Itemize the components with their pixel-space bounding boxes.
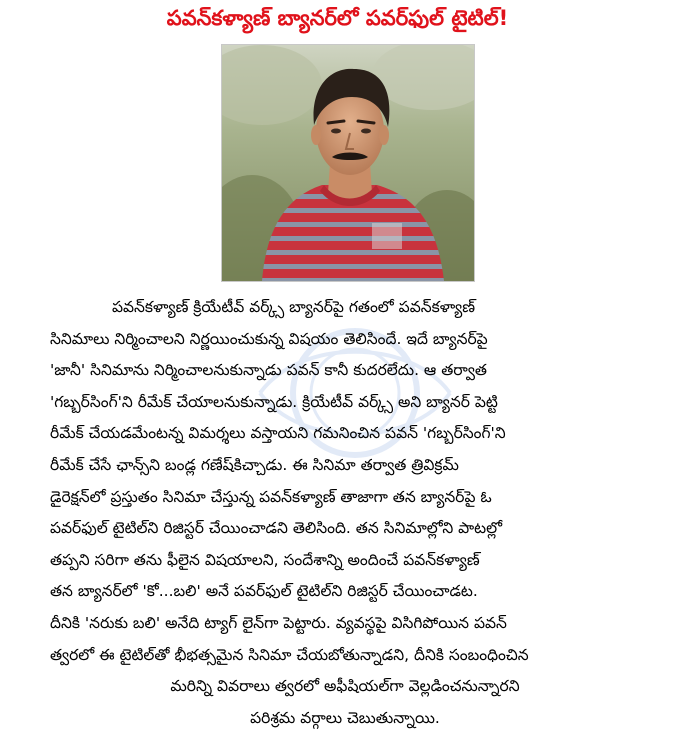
article-line: రీమేక్‌ చేసే ఛాన్స్‌ని బండ్ల గణేష్‌కిచ్చాడు. ఈ సినిమా తర్వాత త్రివిక్రమ్‌	[50, 455, 459, 474]
article-line: తప్పని సరిగా తను ఫీలైన విషయాలని, సందేశాన్ని అందించే పవన్‌కళ్యాణ్‌	[50, 550, 480, 569]
article-line: త్వరలో ఈ టైటిల్‌తో భీభత్సమైన సినిమా చేయబోతున్నాడని, దీనికి సంబంధించిన	[50, 645, 529, 664]
article-headline: పవన్‌కళ్యాణ్‌ బ్యానర్‌లో పవర్‌ఫుల్‌ టైటిల్‌!	[166, 6, 509, 30]
article-line: మరిన్ని వివరాలు త్వరలో అఫీషియల్‌గా వెల్లడించనున్నారని	[170, 677, 520, 696]
article-line: రీమేక్‌ చేయడమేంటన్న విమర్శలు వస్తాయని గమనించిన పవన్‌ 'గబ్బర్‌సింగ్‌'ని	[50, 424, 506, 443]
article-line: 'గబ్బర్‌సింగ్‌'ని రీమేక్‌ చేయాలనుకున్నాడు. క్రియేటీవ్‌ వర్క్స్‌ అని బ్యానర్‌ పెట్టి	[50, 392, 498, 411]
article-line: పరిశ్రమ వర్గాలు చెబుతున్నాయి.	[250, 708, 440, 727]
article-line: పవన్‌కళ్యాణ్‌ క్రియేటీవ్‌ వర్క్స్‌ బ్యానర్‌పై గతంలో పవన్‌కళ్యాణ్‌	[112, 298, 476, 316]
article-line: 'జానీ' సినిమాను నిర్మించాలనుకున్నాడు పవన్‌ కానీ కుదరలేదు. ఆ తర్వాత	[50, 361, 487, 380]
article-line: పవర్‌ఫుల్‌ టైటిల్‌ని రిజిస్టర్‌ చేయించాడని తెలిసింది. తన సినిమాల్లోని పాటల్లో	[50, 519, 503, 538]
article-photo	[221, 44, 475, 282]
article-line: సినిమాలు నిర్మించాలని నిర్ణయించుకున్న విషయం తెలిసిందే. ఇదే బ్యానర్‌పై	[50, 329, 488, 348]
article-line: దీనికి 'నరుకు బలి' అనేది ట్యాగ్‌ లైన్‌గా పెట్టారు. వ్యవస్థపై విసిగిపోయిన పవన్‌	[50, 613, 507, 632]
article-body	[50, 292, 640, 734]
article-line: తన బ్యానర్‌లో 'కో...బలి' అనే పవర్‌ఫుల్‌ టైటిల్‌ని రిజిస్టర్‌ చేయించాడట.	[50, 582, 478, 601]
article-line: డైరెక్షన్‌లో ప్రస్తుతం సినిమా చేస్తున్న పవన్‌కళ్యాణ్‌ తాజాగా తన బ్యానర్‌పై ఓ	[50, 487, 492, 506]
